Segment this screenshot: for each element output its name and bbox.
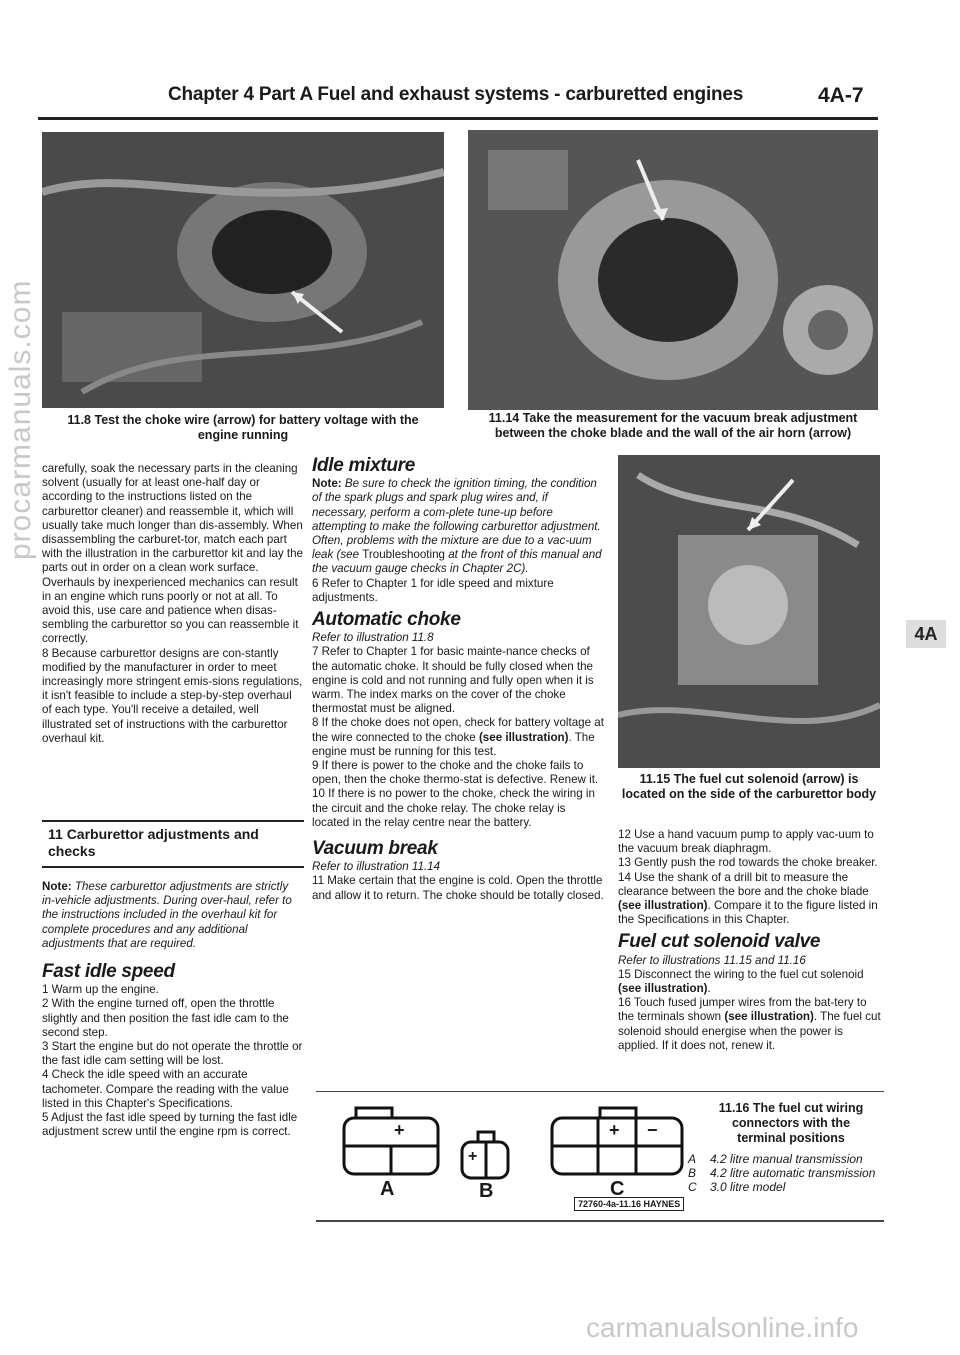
connector-label-b: B: [479, 1180, 494, 1202]
paragraph-8a: 8 If the choke does not open, check for battery voltage at the wire connected to the choke: [312, 716, 604, 744]
photo-fuel-cut-solenoid: [618, 455, 880, 768]
note-text-2c: at the front of this manual and the vacuum gauge checks in Chapter 2C).: [312, 548, 602, 576]
note-text-2a: Be sure to check the ignition timing, the condition of the spark plugs and spark plug wires and, if necessary, perform a com-plete tune-up before attempting to make the following carburettor adjustment. Often, problems with the mixture are due to a vac-uum leak (see: [312, 477, 601, 562]
legend-text-a: 4.2 litre manual transmission: [710, 1152, 863, 1166]
paragraph-15c: .: [707, 982, 711, 996]
page-header-title: Chapter 4 Part A Fuel and exhaust systems - carburetted engines: [168, 84, 744, 105]
paragraph-4: 4 Check the idle speed with an accurate tachometer. Compare the reading with the value listed in this Chapter's Specifications.: [42, 1068, 289, 1110]
legend-fig-11-16: [688, 1152, 884, 1194]
caption-fig-11-15: 11.15 The fuel cut solenoid (arrow) is located on the side of the carburettor body: [621, 772, 877, 801]
paragraph-10: 10 If there is no power to the choke, check the wiring in the circuit and the choke relay. The choke relay is located in the relay centre near the battery.: [312, 787, 595, 829]
heading-idle-mixture: Idle mixture: [312, 455, 416, 476]
watermark-bottom: carmanualsonline.info: [586, 1312, 859, 1343]
chapter-side-tab: 4A: [906, 620, 946, 648]
column-left: [42, 462, 304, 746]
section-rule-top: [42, 820, 304, 822]
paragraph-cont: carefully, soak the necessary parts in the cleaning solvent (usually for at least one-half day or according to the instructions listed on the carburettor cleaner) and reassemble it, which will usually take much longer than dis-assembly. When disassembling the carburet-tor, match each part with the illustration in the carburettor kit and lay the parts out in order on a clean work surface. Overhauls by inexperienced mechanics can result in an engine which runs poorly or not at all. To avoid this, use care and patience when disas-sembling the carburettor so you can reassemble it correctly.: [42, 462, 303, 646]
legend-text-b: 4.2 litre automatic transmission: [710, 1166, 876, 1180]
section-title: 11 Carburettor adjustments and checks: [48, 826, 259, 859]
terminal-sign-c-minus: −: [647, 1120, 658, 1140]
paragraph-16a: 16 Touch fused jumper wires from the bat-tery to the terminals shown: [618, 996, 867, 1024]
paragraph-12: 12 Use a hand vacuum pump to apply vac-uum to the vacuum break diaphragm.: [618, 828, 874, 856]
photo-choke-wire: [42, 132, 444, 408]
watermark-left: procarmanuals.com: [4, 279, 37, 560]
photo-vacuum-break: [468, 130, 878, 410]
figure-rule-bottom: [316, 1220, 884, 1222]
caption-fig-11-8: 11.8 Test the choke wire (arrow) for battery voltage with the engine running: [67, 413, 419, 442]
heading-fuel-cut: Fuel cut solenoid valve: [618, 931, 821, 953]
column-right: [618, 828, 882, 1053]
paragraph-16c: . The fuel cut solenoid should energise when the power is applied. If it does not, renew it.: [618, 1010, 881, 1052]
paragraph-6: 6 Refer to Chapter 1 for idle speed and mixture adjustments.: [312, 576, 554, 604]
connector-label-a: A: [380, 1178, 395, 1200]
ref-automatic-choke: Refer to illustration 11.8: [312, 631, 434, 645]
page-number: 4A-7: [818, 84, 864, 107]
paragraph-15b: (see illustration): [618, 982, 708, 996]
paragraph-7: 7 Refer to Chapter 1 for basic mainte-nance checks of the automatic choke. It should be fully closed when the engine is cold and not running and fully open when it is warm. The index marks on the cover of the choke thermostat must be aligned.: [312, 645, 594, 716]
legend-key-b: B: [688, 1166, 697, 1180]
paragraph-16b: (see illustration): [724, 1010, 814, 1024]
heading-vacuum-break: Vacuum break: [312, 838, 438, 860]
terminal-sign-b: +: [468, 1148, 478, 1165]
paragraph-14a: 14 Use the shank of a drill bit to measure the clearance between the bore and the choke blade: [618, 870, 869, 898]
heading-fast-idle: Fast idle speed: [42, 961, 175, 983]
paragraph-13: 13 Gently push the rod towards the choke breaker.: [618, 856, 878, 870]
heading-automatic-choke: Automatic choke: [312, 609, 461, 631]
connector-c: [552, 1108, 682, 1174]
paragraph-5: 5 Adjust the fast idle speed by turning the fast idle adjustment screw until the engine rpm is correct.: [42, 1111, 298, 1139]
connector-diagram: [336, 1100, 696, 1210]
header-rule: [38, 117, 878, 120]
paragraph-8b: (see illustration): [478, 730, 569, 744]
paragraph-2: 2 With the engine turned off, open the throttle slightly and then position the fast idle cam to the second step.: [42, 997, 289, 1039]
ref-vacuum-break: Refer to illustration 11.14: [312, 860, 441, 874]
legend-key-a: A: [688, 1152, 697, 1166]
legend-text-c: 3.0 litre model: [710, 1180, 786, 1194]
paragraph-14c: . Compare it to the figure listed in the Specifications in this Chapter.: [618, 899, 878, 927]
section-rule-bottom: [42, 866, 304, 868]
paragraph-11: 11 Make certain that the engine is cold. Open the throttle and allow it to return. The choke should be totally closed.: [312, 874, 604, 902]
legend-key-c: C: [688, 1180, 697, 1194]
terminal-sign-c-plus: +: [609, 1120, 620, 1140]
caption-fig-11-14: 11.14 Take the measurement for the vacuum break adjustment between the choke blade and the wall of the air horn (arrow): [488, 411, 858, 440]
column-middle: [312, 455, 606, 903]
paragraph-15a: 15 Disconnect the wiring to the fuel cut solenoid: [618, 967, 864, 981]
paragraph-3: 3 Start the engine but do not operate the throttle or the fast idle cam setting will be lost.: [42, 1040, 303, 1068]
note-label: Note:: [42, 880, 72, 893]
connector-a: [344, 1108, 438, 1174]
figure-rule-top: [316, 1091, 884, 1092]
paragraph-8: 8 Because carburettor designs are con-stantly modified by the manufacturer in order to meet increasingly more stringent emis-sions regulations, it isn't feasible to include a step-by-step overhaul of each type. You'll receive a detailed, well illustrated set of instructions with the carburettor overhaul kit.: [42, 646, 303, 745]
paragraph-8c: . The engine must be running for this test.: [312, 730, 595, 758]
note-text-2b: Troubleshooting: [362, 548, 445, 562]
note-text: These carburettor adjustments are strictly in-vehicle adjustments. During over-haul, refer to the instructions included in the overhaul kit for complete procedures and any additional adjustments that are required.: [42, 880, 292, 950]
figure-tag: 72760-4a-11.16 HAYNES: [574, 1197, 684, 1211]
column-left-lower: [42, 880, 304, 1139]
note-label-2: Note:: [312, 477, 342, 491]
terminal-sign-a: +: [394, 1120, 405, 1140]
caption-fig-11-16: 11.16 The fuel cut wiring connectors with the terminal positions: [718, 1101, 864, 1145]
paragraph-14b: (see illustration): [618, 899, 708, 913]
paragraph-9: 9 If there is power to the choke and the choke fails to open, then the choke thermo-stat is defective. Renew it.: [312, 759, 599, 787]
paragraph-1: 1 Warm up the engine.: [42, 983, 159, 997]
ref-fuel-cut: Refer to illustrations 11.15 and 11.16: [618, 953, 806, 967]
connector-label-c: C: [610, 1178, 625, 1200]
